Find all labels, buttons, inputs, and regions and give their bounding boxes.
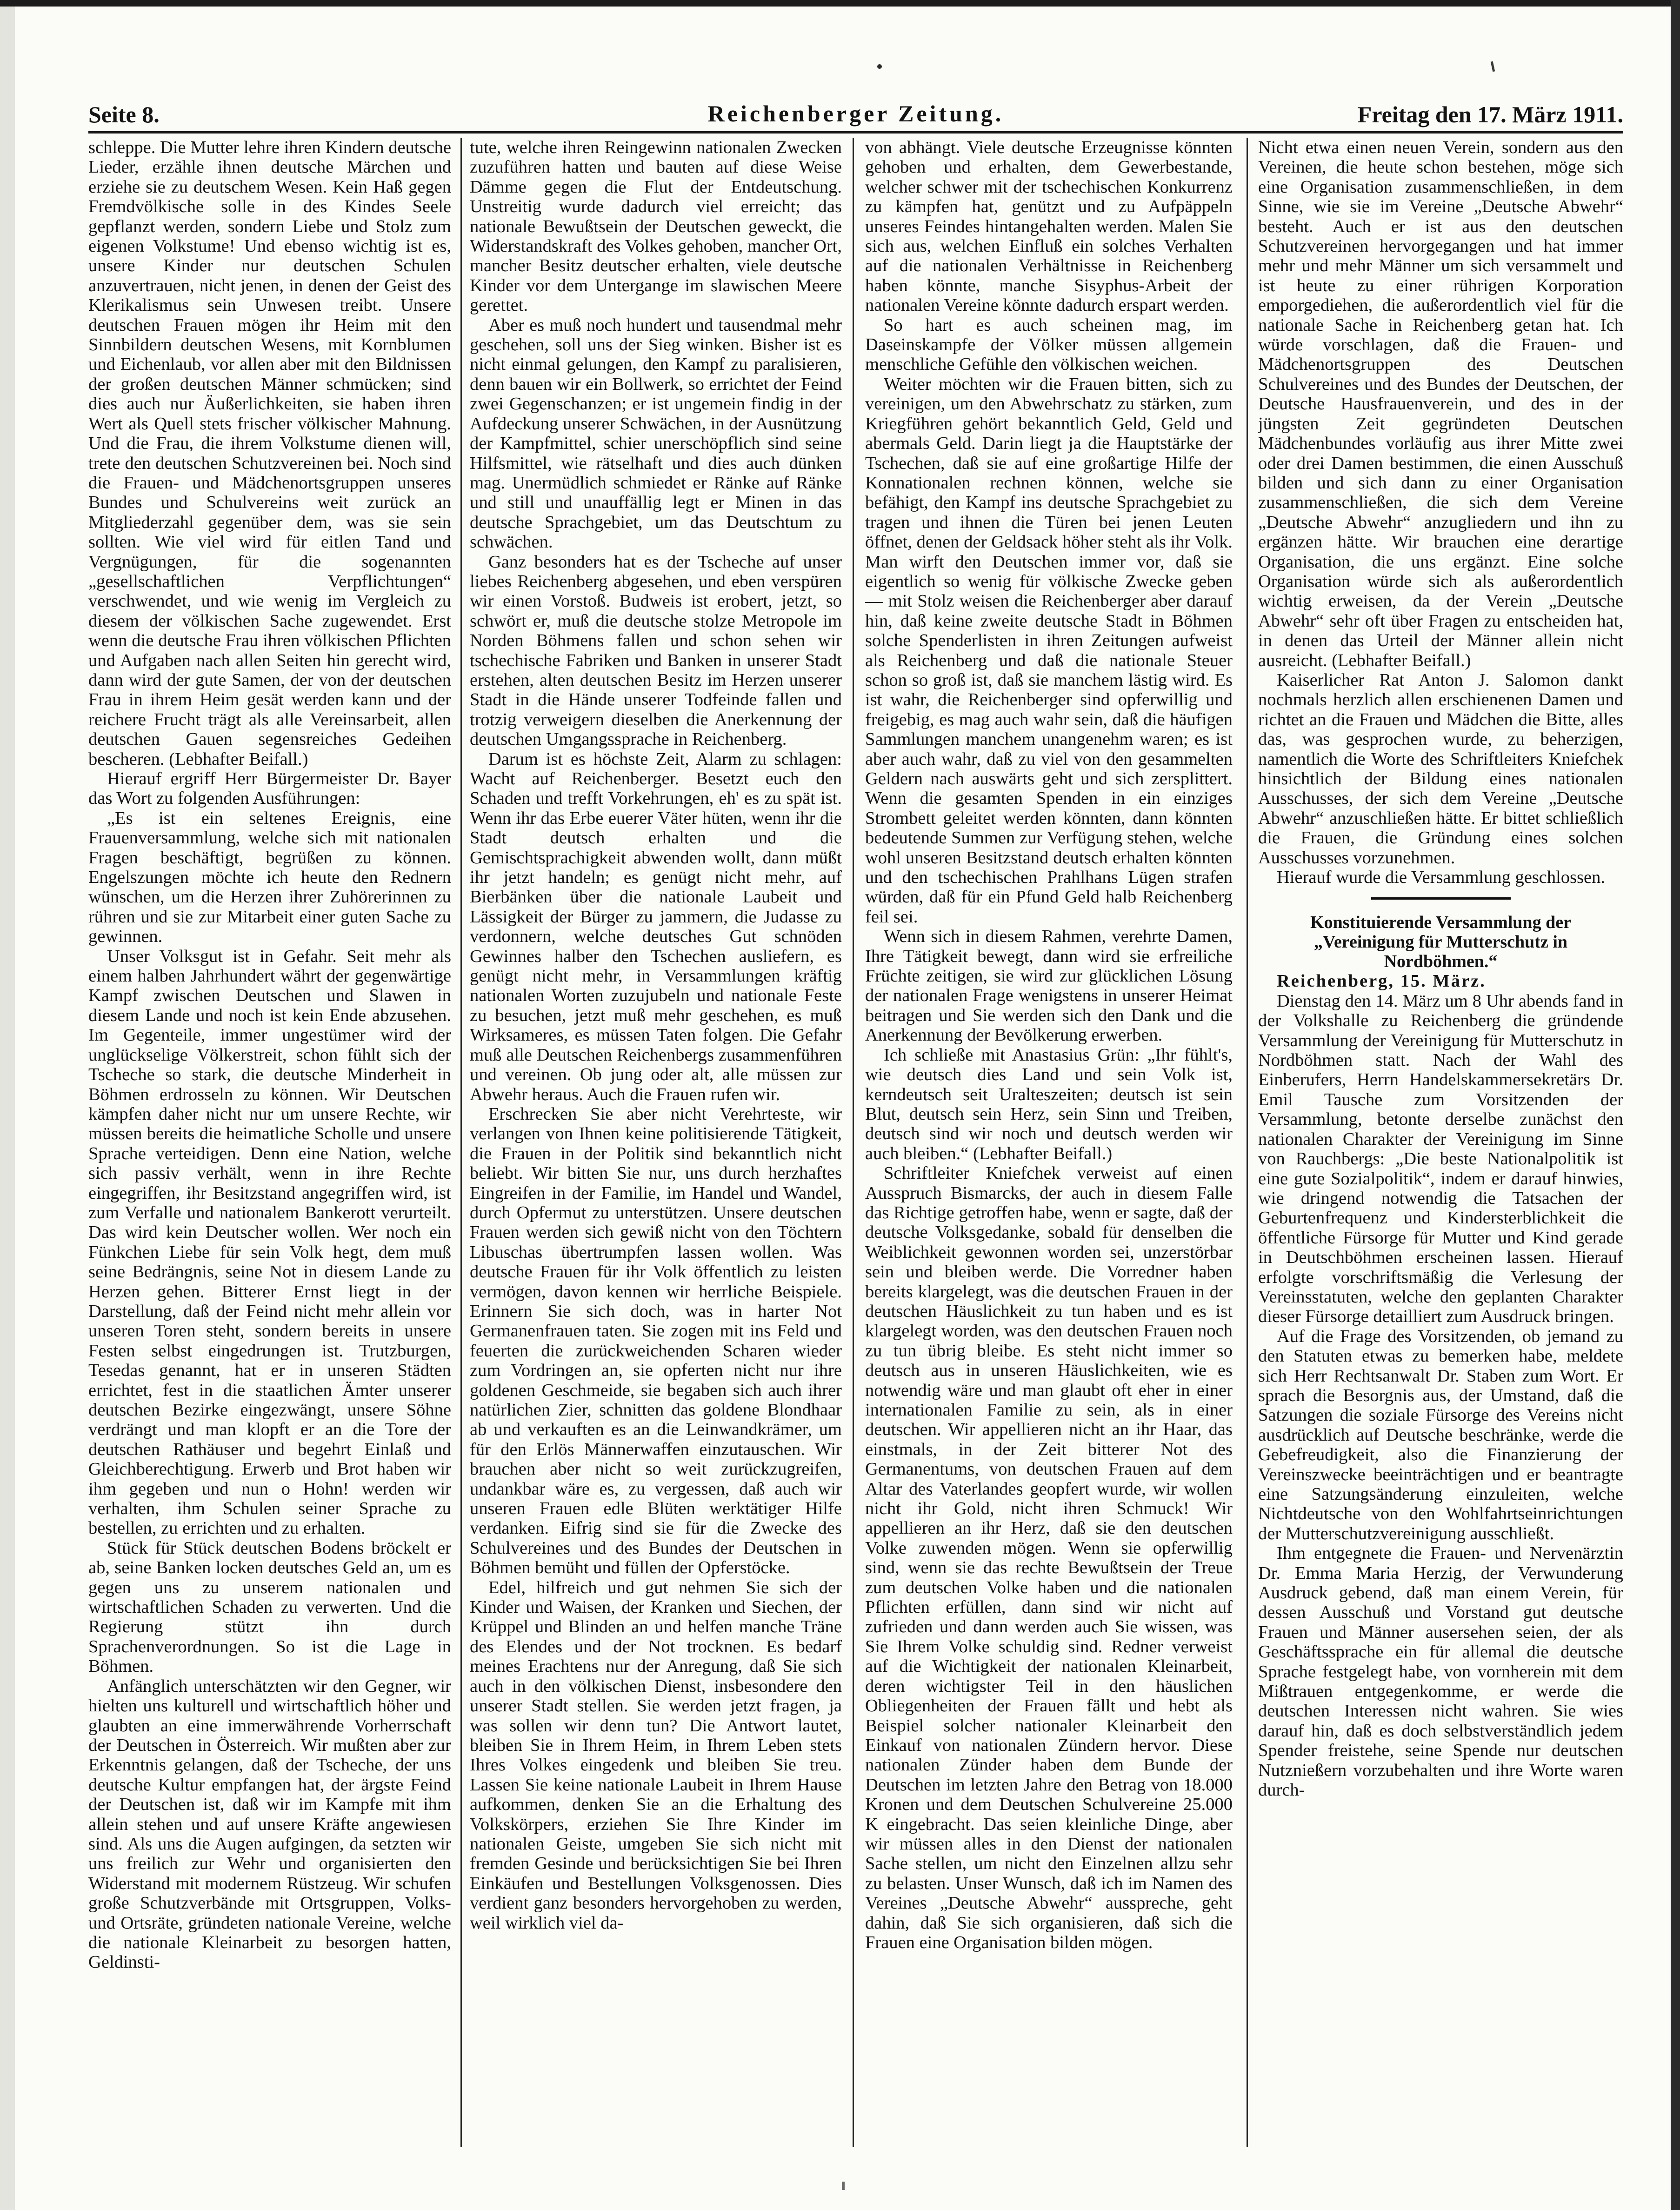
paragraph: Darum ist es höchste Zeit, Alarm zu schlagen: Wacht auf Reichenberger. Besetzt euch den Schaden und trefft Vorkehrungen, eh' es zu spät ist. Wenn ihr das Erbe euerer Väter hüten, wenn ihr die Stadt deutsch erhalten und die Gemischtsprachigkeit abwenden wollt, dann müßt ihr jetzt handeln; es genügt nicht mehr, auf Bierbänken über die nationale Laubeit und Lässigkeit der Bürger zu jammern, die Judasse zu verdonnern, welche deutsches Gut schnöden Gewinnes halber den Tschechen ausliefern, es genügt nicht mehr, in Versammlungen kräftig nationalen Worten zuzujubeln und nationale Feste zu besuchen, jetzt muß mehr geschehen, es muß Wirksameres, es müssen Taten folgen. Die Gefahr muß alle Deutschen Reichenbergs zusammenführen und vereinen. Ob jung oder alt, alle müssen zur Abwehr heraus. Auch die Frauen rufen wir. bbox=[470, 749, 842, 1104]
paragraph: Ganz besonders hat es der Tscheche auf unser liebes Reichenberg abgesehen, und eben verspüren wir einen Vorstoß. Budweis ist erobert, jetzt, so schwört er, muß die deutsche stolze Metropole im Norden Böhmens fallen und schon sehen wir tschechische Fabriken und Banken in unserer Stadt erstehen, alten deutschen Besitz im Herzen unserer Stadt in die Hände unserer Todfeinde fallen und trotzig verweigern dieselben die Anerkennung der deutschen Umgangssprache in Reichenberg. bbox=[470, 552, 842, 749]
scan-speck bbox=[842, 2182, 845, 2190]
paragraph: „Es ist ein seltenes Ereignis, eine Frauenversammlung, welche sich mit nationalen Fragen beschäftigt, begrüßen zu können. Engelszungen möchte ich heute den Rednern wünschen, um die Herzen ihrer Zuhörerinnen zu rühren und sie zur Mitarbeit einer guten Sache zu gewinnen. bbox=[88, 808, 451, 947]
paragraph: Auf die Frage des Vorsitzenden, ob jemand zu den Statuten etwas zu bemerken habe, meldete sich Herr Rechtsanwalt Dr. Staben zum Wort. Er sprach die Besorgnis aus, der Umstand, daß die Satzungen die soziale Fürsorge des Vereins nicht ausdrücklich auf Deutsche beschränke, werde die Gebefreudigkeit, also die Finanzierung der Vereinszwecke beeinträchtigen und er beantragte eine Satzungsänderung einzuleiten, welche Nichtdeutsche von den Wohlfahrtseinrichtungen der Mutterschutzvereinigung ausschließt. bbox=[1258, 1326, 1623, 1543]
paragraph: Stück für Stück deutschen Bodens bröckelt er ab, seine Banken locken deutsches Geld an, um es gegen uns zu unserem nationalen und wirtschaftlichen Schaden zu verwerten. Und die Regierung stützt ihn durch Sprachenverordnungen. So ist die Lage in Böhmen. bbox=[88, 1538, 451, 1676]
scan-edge-top bbox=[0, 0, 1680, 7]
issue-date: Freitag den 17. März 1911. bbox=[1357, 101, 1623, 127]
column-divider bbox=[853, 138, 854, 2147]
scan-edge-right bbox=[1671, 0, 1680, 2210]
column-divider bbox=[460, 138, 462, 2147]
paragraph: tute, welche ihren Reingewinn nationalen Zwecken zuzuführen hatten und bauten auf diese Weise Dämme gegen die Flut der Entdeutschung. Unstreitig wurde dadurch viel erreicht; das nationale Bewußtsein der Deutschen geweckt, die Widerstandskraft des Volkes gehoben, mancher Ort, mancher Besitz deutscher erhalten, viele deutsche Kinder vor dem Untergange im slawischen Meere gerettet. bbox=[470, 138, 842, 315]
paragraph: Anfänglich unterschätzten wir den Gegner, wir hielten uns kulturell und wirtschaftlich höher und glaubten an eine immerwährende Vorherrschaft der Deutschen in Österreich. Wir mußten aber zur Erkenntnis gelangen, daß der Tscheche, der uns deutsche Kultur empfangen hat, der ärgste Feind der Deutschen ist, daß wir im Kampfe mit ihm allein stehen und auf unsere Kräfte angewiesen sind. Als uns die Augen aufgingen, da setzten wir uns freilich zur Wehr und organisierten den Widerstand mit modernem Rüstzeug. Wir schufen große Schutzverbände mit Ortsgruppen, Volks- und Ortsräte, gründeten nationale Vereine, welche die nationale Kleinarbeit zu besorgen hatten, Geldinsti- bbox=[88, 1676, 451, 1972]
column-divider bbox=[1247, 138, 1248, 2147]
paragraph: Aber es muß noch hundert und tausendmal mehr geschehen, soll uns der Sieg winken. Bisher ist es nicht einmal gelungen, den Kampf zu paralisieren, denn bauen wir ein Bollwerk, so errichtet der Feind zwei Gegenschanzen; er ist ungemein findig in der Aufdeckung unserer Schwächen, in der Ausnützung der Kampfmittel, schier unerschöpflich sind seine Hilfsmittel, wie rätselhaft und dies auch dünken mag. Unermüdlich schmiedet er Ränke auf Ränke und still und unauffällig legt er Minen in das deutsche Sprachgebiet, um das Deutschtum zu schwächen. bbox=[470, 315, 842, 552]
paragraph: Schriftleiter Kniefchek verweist auf einen Ausspruch Bismarcks, der auch in diesem Falle das Richtige getroffen habe, wenn er sagte, daß der deutsche Volksgedanke, sobald für denselben die Weiblichkeit gewonnen worden sei, unzerstörbar sein und bleiben werde. Die Vorredner haben bereits klargelegt, was die deutschen Frauen in der deutschen Häuslichkeit zu tun haben und es ist klargelegt worden, was den deutschen Frauen noch zu tun übrig bleibe. Es steht nicht immer so deutsch aus in unseren Häuslichkeiten, wie es notwendig wäre und man glaubt oft eher in einer internationalen Familie zu sein, als in einer deutschen. Wir appellieren nicht an ihr Haar, das einstmals, in der Zeit bitterer Not des Germanentums, von deutschen Frauen auf dem Altar des Vaterlandes geopfert wurde, wir wollen nicht ihr Gold, nicht ihren Schmuck! Wir appellieren an ihr Herz, daß sie den deutschen Volke zuwenden mögen. Wenn sie opferwillig sind, wenn sie das rechte Bewußtsein der Treue zum deutschen Volke haben und die nationalen Pflichten erfüllen, dann sind wir nicht auf zufrieden und dann werden auch Sie wissen, was Sie Ihrem Volke schuldig sind. Redner verweist auf die Wichtigkeit der nationalen Kleinarbeit, deren wichtigster Teil in den häuslichen Obliegenheiten der Frauen fällt und hebt als Beispiel solcher nationaler Kleinarbeit den Einkauf von nationalen Zündern hervor. Diese nationalen Zünder haben dem Bunde der Deutschen im letzten Jahre den Betrag von 18.000 Kronen und dem Deutschen Schulvereine 25.000 K eingebracht. Das seien kleinliche Dinge, aber wir müssen alles in den Dienst der nationalen Sache stellen, um nicht den Einzelnen allzu sehr zu belasten. Unser Wunsch, daß ich im Namen des Vereines „Deutsche Abwehr“ ausspreche, geht dahin, daß Sie sich organisieren, daß sich die Frauen eine Organisation bilden mögen. bbox=[865, 1163, 1233, 1952]
paragraph: So hart es auch scheinen mag, im Daseinskampfe der Völker müssen allgemein menschliche Gefühle den völkischen weichen. bbox=[865, 315, 1233, 374]
paragraph: Weiter möchten wir die Frauen bitten, sich zu vereinigen, um den Abwehrschatz zu stärken, zum Kriegführen gehört bekanntlich Geld, Geld und abermals Geld. Darin liegt ja die Hauptstärke der Tschechen, daß sie auf eine großartige Hilfe der Konnationalen rechnen können, welche sie befähigt, den Kampf ins deutsche Sprachgebiet zu tragen und ihnen die Türen bei jenen Leuten öffnet, denen der Geldsack höher steht als ihr Volk. Man wirft den Deutschen immer vor, daß sie eigentlich so wenig für völkische Zwecke geben — mit Stolz weisen die Reichenberger aber darauf hin, daß keine zweite deutsche Stadt in Böhmen solche Spenderlisten in ihren Zeitungen aufweist als Reichenberg und daß die nationale Steuer schon so groß ist, daß sie manchem lästig wird. Es ist wahr, die Reichenberger sind opferwillig und freigebig, es mag auch wahr sein, daß die häufigen Sammlungen manchem unangenehm waren; es ist aber auch wahr, daß zu viel von den gesammelten Geldern nach auswärts geht und sich zersplittert. Wenn die gesamten Spenden in ein einziges Strombett geleitet werden könnten, dann könnten bedeutende Summen zur Verfügung stehen, welche wohl unseren Besitzstand deutsch erhalten könnten und den tschechischen Prahlhans Lügen strafen würden, daß für ein Pfund Geld halb Reichenberg feil sei. bbox=[865, 374, 1233, 927]
paragraph: Dienstag den 14. März um 8 Uhr abends fand in der Volkshalle zu Reichenberg die gründende Versammlung der Vereinigung für Mutterschutz in Nordböhmen statt. Nach der Wahl des Einberufers, Herrn Handelskammersekretärs Dr. Emil Tausche zum Vorsitzenden der Versammlung, betonte derselbe zunächst den nationalen Charakter der Vereinigung im Sinne von Rauchbergs: „Die beste Nationalpolitik ist eine gute Sozialpolitik“, indem er darauf hinwies, wie dringend notwendig die Tatsachen der Geburtenfrequenz und Kindersterblichkeit die öffentliche Fürsorge für Mutter und Kind gerade in Deutschböhmen erscheinen lassen. Hierauf erfolgte vorschriftsmäßig die Verlesung der Vereinsstatuten, welche den geplanten Charakter dieser Fürsorge detailliert zum Ausdruck bringen. bbox=[1258, 991, 1623, 1327]
paragraph: Kaiserlicher Rat Anton J. Salomon dankt nochmals herzlich allen erschienenen Damen und richtet an die Frauen und Mädchen die Bitte, alles das, was gesprochen wurde, zu beherzigen, namentlich die Worte des Schriftleiters Kniefchek hinsichtlich der Bildung eines nationalen Ausschusses, der sich dem Vereine „Deutsche Abwehr“ anzuschließen hätte. Er bittet schließlich die Frauen, die Gründung eines solchen Ausschusses vorzunehmen. bbox=[1258, 670, 1623, 868]
masthead bbox=[88, 95, 1623, 133]
dateline: Reichenberg, 15. März. bbox=[1277, 971, 1486, 991]
article-column-2 bbox=[470, 138, 842, 2152]
article-column-3 bbox=[865, 138, 1233, 2152]
paragraph: Wenn sich in diesem Rahmen, verehrte Damen, Ihre Tätigkeit bewegt, dann wird sie erfreiliche Früchte zeitigen, sie wird zur glücklichen Lösung der nationalen Frage wenigstens in unserer Heimat beitragen und Sie werden sich den Dank und die Anerkennung der Bevölkerung erwerben. bbox=[865, 927, 1233, 1045]
paragraph: von abhängt. Viele deutsche Erzeugnisse könnten gehoben und erhalten, dem Gewerbestande, welcher schwer mit der tschechischen Konkurrenz zu kämpfen hat, genützt und zu Aufpäppeln unseres Feindes hintangehalten werden. Malen Sie sich aus, welchen Einfluß ein solches Verhalten auf die nationalen Verhältnisse in Reichenberg haben könnte, manche Sisyphus-Arbeit der nationalen Vereine könnte dadurch erspart werden. bbox=[865, 138, 1233, 315]
paragraph: Nicht etwa einen neuen Verein, sondern aus den Vereinen, die heute schon bestehen, möge sich eine Organisation zusammenschließen, in dem Sinne, wie sie im Vereine „Deutsche Abwehr“ besteht. Auch er ist aus den deutschen Schutzvereinen hervorgegangen und hat immer mehr und mehr Männer um sich versammelt und ist heute zu einer rührigen Korporation emporgediehen, die außerordentlich viel für die nationale Sache in Reichenberg getan hat. Ich würde vorschlagen, daß die Frauen- und Mädchenortsgruppen des Deutschen Schulvereines und des Bundes der Deutschen, der Deutsche Hausfrauenverein, und des in der jüngsten Zeit gegründeten Deutschen Mädchenbundes vorläufig aus ihrer Mitte zwei oder drei Damen bestimmen, die einen Ausschuß bilden und sich dann zu einer Organisation zusammenschließen, die sich dem Vereine „Deutsche Abwehr“ anzugliedern und ihn zu ergänzen hätte. Wir brauchen eine derartige Organisation, die uns ergänzt. Eine solche Organisation würde sich als außerordentlich wichtig erweisen, da der Verein „Deutsche Abwehr“ sehr oft über Fragen zu entscheiden hat, in denen das Urteil der Männer allein nicht ausreicht. (Lebhafter Beifall.) bbox=[1258, 138, 1623, 670]
newspaper-title: Reichenberger Zeitung. bbox=[707, 100, 1004, 127]
scan-margin-left bbox=[0, 0, 15, 2210]
paragraph: Erschrecken Sie aber nicht Verehrteste, wir verlangen von Ihnen keine politisierende Tätigkeit, die Frauen in der Politik sind bekanntlich nicht beliebt. Wir bitten Sie nur, uns durch herzhaftes Eingreifen in der Familie, im Handel und Wandel, durch Opfermut zu unterstützen. Unsere deutschen Frauen werden sich gewiß nicht von den Töchtern Libuschas übertrumpfen lassen wollen. Was deutsche Frauen für ihr Volk öffentlich zu leisten vermögen, davon kennen wir herrliche Beispiele. Erinnern Sie sich doch, was in harter Not Germanenfrauen taten. Sie zogen mit ins Feld und feuerten die zurückweichenden Scharen wieder zum Vordringen an, sie opferten nicht nur ihre goldenen Geschmeide, sie begaben sich auch ihrer natürlichen Zier, schnitten das goldene Blondhaar ab und verkauften es an die Leinwandkrämer, um für den Erlös Männerwaffen einzutauschen. Wir brauchen aber nicht so weit zurückzugreifen, undankbar wäre es, zu vergessen, daß auch wir unseren Frauen edle Blüten werktätiger Hilfe verdanken. Eifrig sind sie für die Zwecke des Schulvereines und des Bundes der Deutschen in Böhmen bemüht und füllen der Opferstöcke. bbox=[470, 1104, 842, 1578]
paragraph: Hierauf wurde die Versammlung geschlossen. bbox=[1277, 868, 1606, 888]
article-column-4 bbox=[1258, 138, 1623, 2152]
paragraph: Ich schließe mit Anastasius Grün: „Ihr fühlt's, wie deutsch dies Land und sein Volk ist, kerndeutsch seit Uralteszeiten; deutsch ist sein Blut, deutsch sein Herz, sein Sinn und Treiben, deutsch sind wir noch und deutsch werden wir auch bleiben.“ (Lebhafter Beifall.) bbox=[865, 1045, 1233, 1163]
paragraph: Edel, hilfreich und gut nehmen Sie sich der Kinder und Waisen, der Kranken und Siechen, der Krüppel und Blinden an und helfen manche Träne des Elendes und der Not trocknen. Es bedarf meines Erachtens nur der Anregung, daß Sie sich auch in den völkischen Dienst, insbesondere den unserer Stadt stellen. Sie werden jetzt fragen, ja was sollen wir denn tun? Die Antwort lautet, bleiben Sie in Ihrem Heim, in Ihrem Leben stets Ihres Volkes eingedenk und bleiben Sie treu. Lassen Sie keine nationale Laubeit in Ihrem Hause aufkommen, denken Sie an die Erhaltung des Volkskörpers, erziehen Sie Ihre Kinder im nationalen Geiste, umgeben Sie sich nicht mit fremden Gesinde und berücksichtigen Sie bei Ihren Einkäufen und Bestellungen Volksgenossen. Dies verdient ganz besonders hervorgehoben zu werden, weil wirklich viel da- bbox=[470, 1577, 842, 1933]
header-rule bbox=[88, 131, 1623, 134]
paragraph: schleppe. Die Mutter lehre ihren Kindern deutsche Lieder, erzähle ihnen deutsche Märchen und erziehe sie zu deutschem Wesen. Kein Haß gegen Fremdvölkische solle in des Kindes Seele gepflanzt werden, sondern Liebe und Stolz zum eigenen Volkstume! Und ebenso wichtig ist es, unsere Kinder nur deutschen Schulen anzuvertrauen, nicht jenen, in denen der Geist des Klerikalismus sein Unwesen treibt. Unsere deutschen Frauen mögen ihr Heim mit den Sinnbildern deutschen Wesens, mit Kornblumen und Eichenlaub, vor allen aber mit den Bildnissen der großen deutschen Männer schmücken; sind dies auch nur Äußerlichkeiten, sie haben ihren Wert als Quell stets frischer völkischer Mahnung. Und die Frau, die ihrem Volkstume dienen will, trete den deutschen Schutzvereinen bei. Noch sind die Frauen- und Mädchenortsgruppen unseres Bundes und Schulvereins weit zurück an Mitgliederzahl gegenüber dem, was sie sein sollten. Wie viel wird für eitlen Tand und Vergnügungen, für die sogenannten „gesellschaftlichen Verpflichtungen“ verschwendet, und wie wenig im Vergleich zu diesem der völkischen Sache zugewendet. Erst wenn die deutsche Frau ihren völkischen Pflichten und Aufgaben nach allen Seiten hin gerecht wird, dann wird der gute Samen, der von der deutschen Frau in ihrem Heim gesät werden kann und der reichere Frucht trägt als alle Vereinsarbeit, allen deutschen Gauen segensreiches Gedeihen bescheren. (Lebhafter Beifall.) bbox=[88, 138, 451, 769]
article-headline: Konstituierende Versammlung der „Vereinigung für Mutterschutz in Nordböhmen.“ bbox=[1310, 913, 1571, 972]
article-column-1 bbox=[88, 138, 451, 2152]
paragraph: Unser Volksgut ist in Gefahr. Seit mehr als einem halben Jahrhundert währt der gegenwärtige Kampf zwischen Deutschen und Slawen in diesem Lande und noch ist kein Ende abzusehen. Im Gegenteile, immer ungestümer wird der unglückselige Völkerstreit, schon fühlt sich der Tscheche so stark, die deutsche Minderheit in Böhmen erdrosseln zu können. Wir Deutschen kämpfen daher nicht nur um unsere Rechte, wir müssen bereits die heimatliche Scholle und unsere Sprache verteidigen. Denn eine Nation, welche sich passiv verhält, wenn in ihre Rechte eingegriffen, ihr Besitzstand angegriffen wird, ist zum Verfalle und nationalem Bankerott verurteilt. Das wird kein Deutscher wollen. Wer noch ein Fünkchen Liebe für sein Volk hegt, dem muß seine Bedrängnis, seine Not in diesem Lande zu Herzen gehen. Bitterer Ernst liegt in der Darstellung, daß der Feind nicht mehr allein vor unseren Toren steht, sondern bereits in unsere Festen selbst eingedrungen ist. Trutzburgen, Tesedas genannt, hat er in unseren Städten errichtet, fest in die staatlichen Ämter unserer deutschen Bezirke eingezwängt, unsere Söhne verdrängt und man klopft er an die Tore der deutschen Rathäuser und begehrt Einlaß und Gleichberechtigung. Erwerb und Brot haben wir ihm gegeben und nun o Hohn! werden wir verhalten, ihm Schulen seiner Sprache zu bestellen, zu errichten und zu erhalten. bbox=[88, 946, 451, 1538]
paragraph: Ihm entgegnete die Frauen- und Nervenärztin Dr. Emma Maria Herzig, der Verwunderung Ausdruck gebend, daß man einem Verein, für dessen Ausschuß und Vorstand gut deutsche Frauen und Männer ausersehen seien, der als Geschäftssprache ein für allemal die deutsche Sprache festgelegt habe, von vornherein mit dem Mißtrauen entgegenkomme, er werde die deutschen Interessen nicht wahren. Sie wies darauf hin, daß es doch selbstverständlich jedem Spender freistehe, seine Spende nur deutschen Nutznießern vorzubehalten und ihre Worte waren durch- bbox=[1258, 1543, 1623, 1800]
page-number: Seite 8. bbox=[88, 101, 160, 127]
scan-speck bbox=[1491, 61, 1495, 72]
scan-speck bbox=[877, 64, 882, 69]
section-divider bbox=[1371, 897, 1511, 900]
paragraph: Hierauf ergriff Herr Bürgermeister Dr. Bayer das Wort zu folgenden Ausführungen: bbox=[88, 769, 451, 808]
